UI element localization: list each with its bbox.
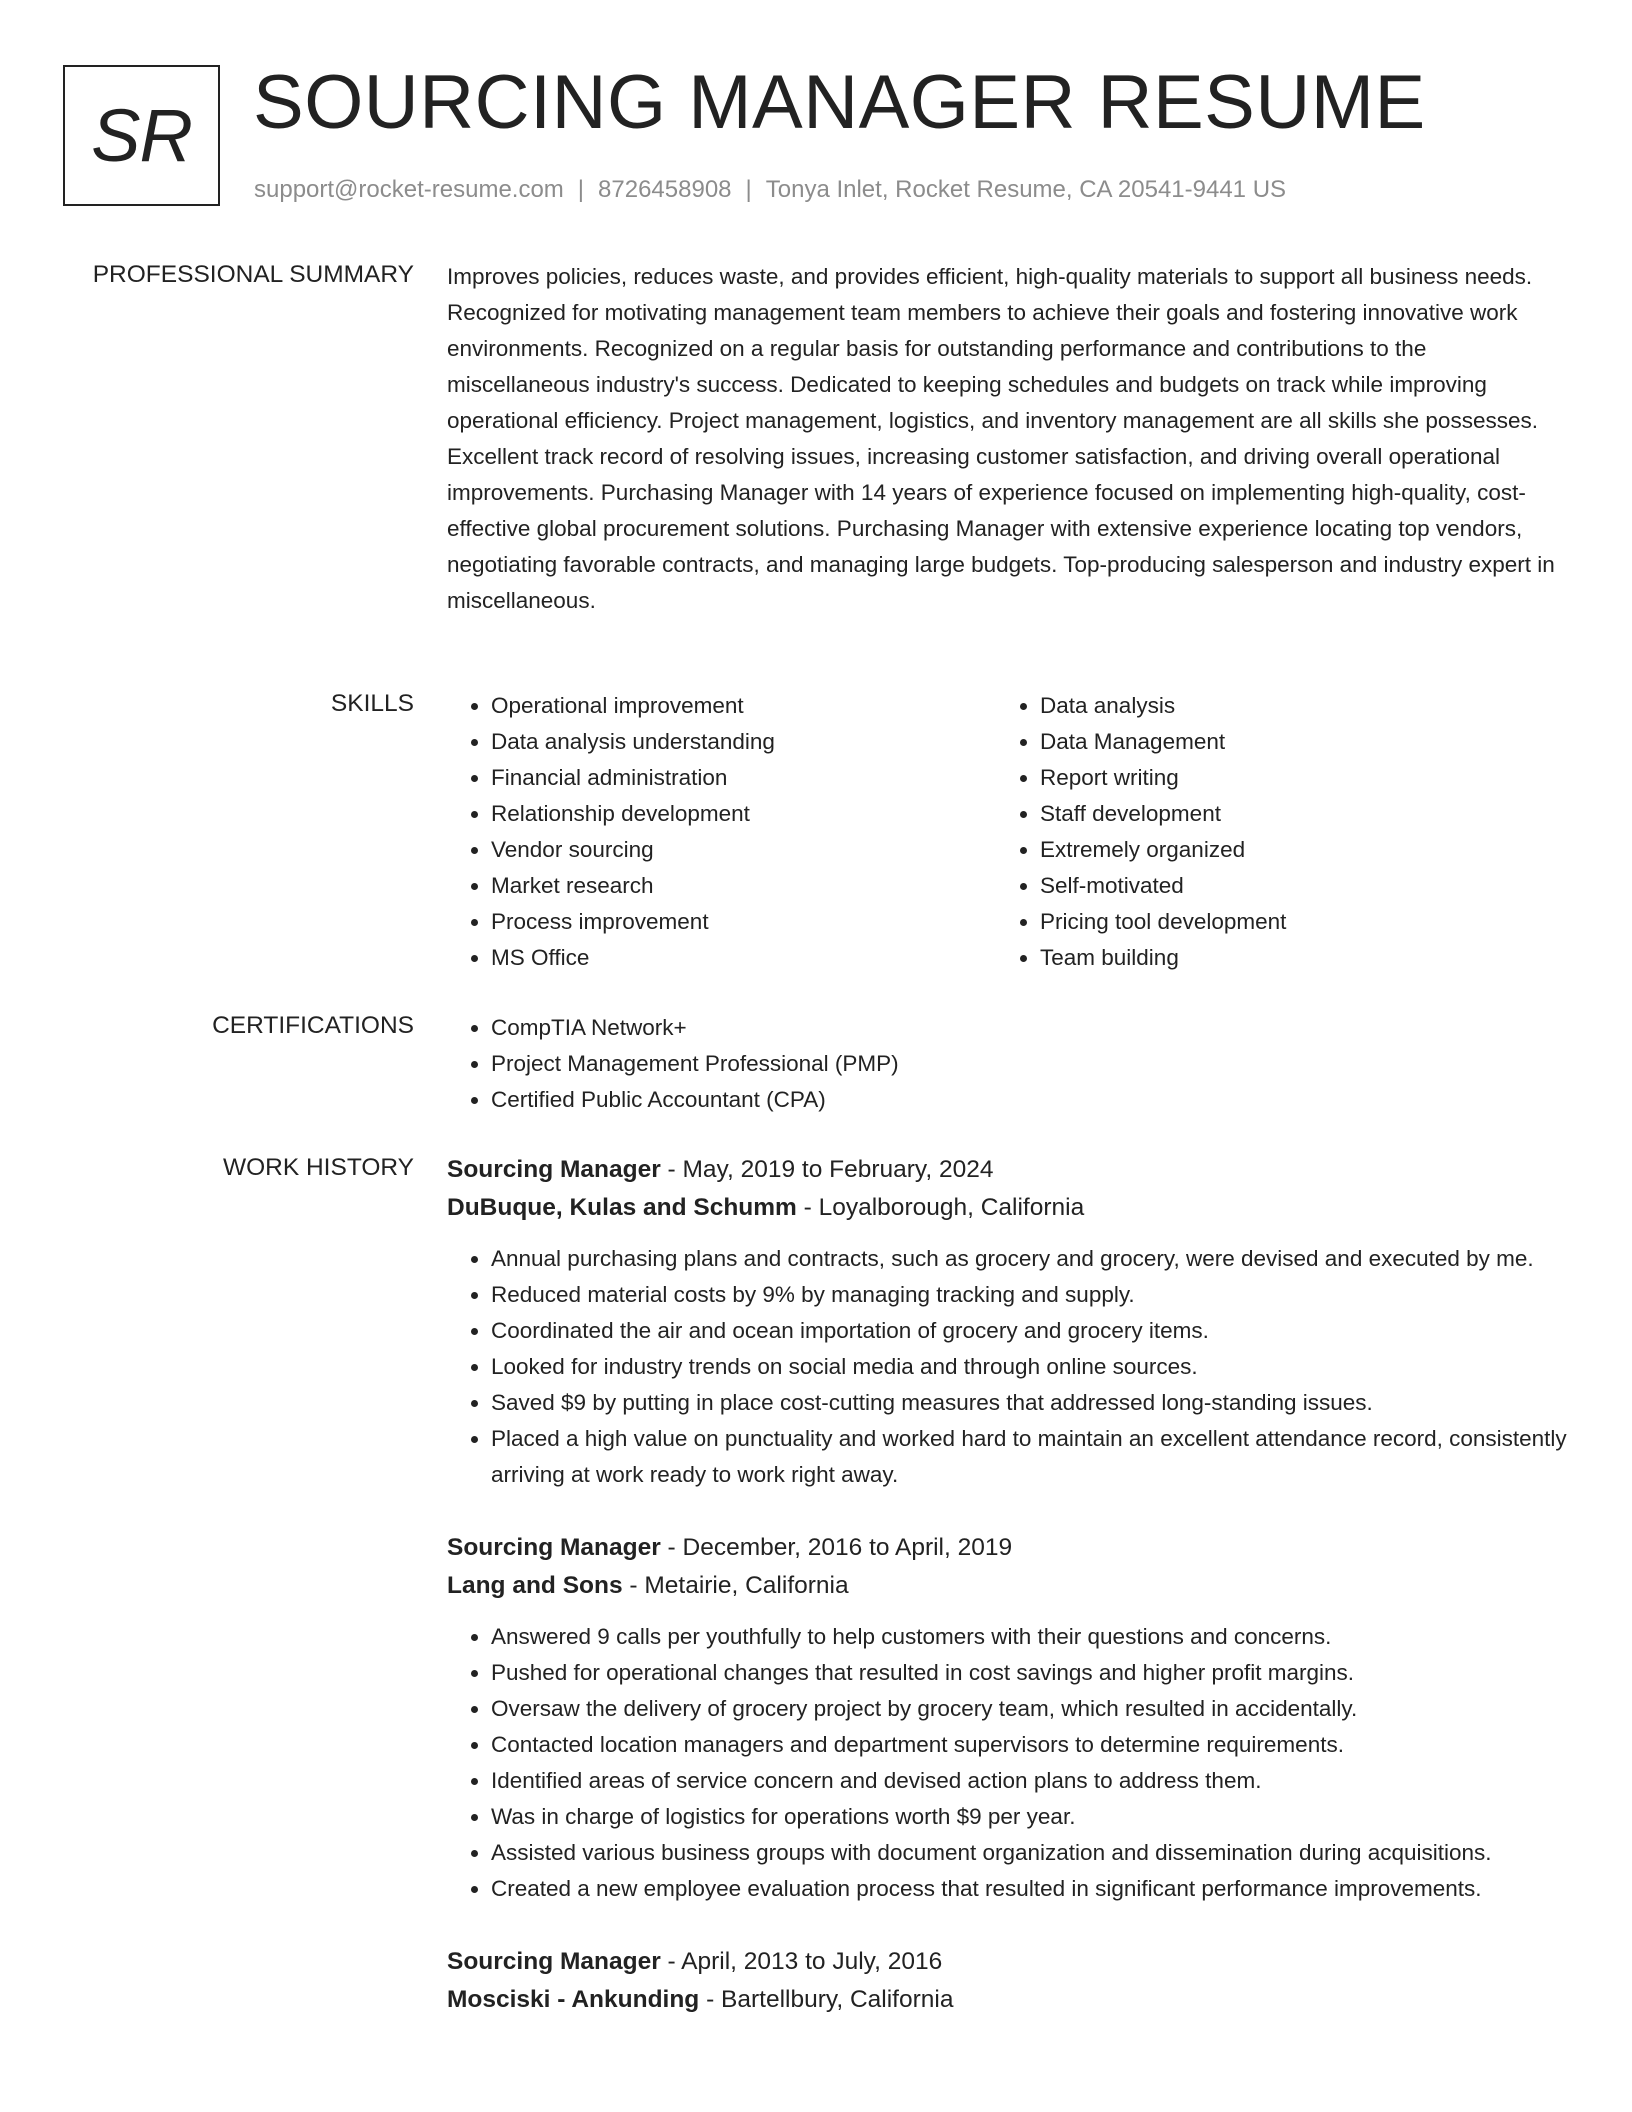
skills-heading: SKILLS bbox=[330, 690, 414, 717]
page-title: SOURCING MANAGER RESUME bbox=[253, 60, 1426, 145]
job-title-line bbox=[447, 1529, 1567, 1567]
job-bullet: • Saved $9 by putting in place cost-cutting measures that addressed long-standing issues. bbox=[491, 1385, 1567, 1421]
contact-phone[interactable]: 8726458908 bbox=[598, 176, 732, 203]
skill-item: • Data analysis bbox=[1040, 688, 1545, 724]
skill-item: • Relationship development bbox=[491, 796, 996, 832]
job-bullet: • Contacted location managers and department supervisors to determine requirements. bbox=[491, 1727, 1567, 1763]
contact-separator: | bbox=[745, 176, 752, 203]
skill-item: • Financial administration bbox=[491, 760, 996, 796]
job-title-line bbox=[447, 1943, 1567, 1981]
skill-item: • Self-motivated bbox=[1040, 868, 1545, 904]
job-title: Sourcing Manager bbox=[447, 1534, 661, 1561]
skills-columns bbox=[447, 688, 1567, 976]
job-bullet: • Was in charge of logistics for operations worth $9 per year. bbox=[491, 1799, 1567, 1835]
job-company: Mosciski - Ankunding bbox=[447, 1986, 700, 2013]
job-bullet: • Oversaw the delivery of grocery project by grocery team, which resulted in accidentally. bbox=[491, 1691, 1567, 1727]
job-location: - Metairie, California bbox=[622, 1572, 849, 1599]
contact-email[interactable]: support@rocket-resume.com bbox=[254, 176, 564, 203]
job-bullet: • Pushed for operational changes that resulted in cost savings and higher profit margins. bbox=[491, 1655, 1567, 1691]
job-entry bbox=[447, 1529, 1567, 1907]
skill-item: • Data analysis understanding bbox=[491, 724, 996, 760]
skill-item: • Market research bbox=[491, 868, 996, 904]
jobs-container bbox=[447, 1151, 1567, 2019]
skill-item: • Team building bbox=[1040, 940, 1545, 976]
job-entry bbox=[447, 1943, 1567, 2019]
job-bullet: • Created a new employee evaluation process that resulted in significant performance improvements. bbox=[491, 1871, 1567, 1907]
job-location: - Bartellbury, California bbox=[699, 1986, 954, 2013]
skill-item: • Report writing bbox=[1040, 760, 1545, 796]
certifications-section bbox=[447, 1010, 1567, 1118]
job-bullet: • Looked for industry trends on social media and through online sources. bbox=[491, 1349, 1567, 1385]
certifications-list bbox=[447, 1010, 1567, 1118]
skill-item: • Data Management bbox=[1040, 724, 1545, 760]
job-company-line bbox=[447, 1189, 1567, 1227]
contact-address: Tonya Inlet, Rocket Resume, CA 20541-9441 US bbox=[765, 176, 1287, 203]
job-dates: - December, 2016 to April, 2019 bbox=[660, 1534, 1013, 1561]
job-title: Sourcing Manager bbox=[447, 1156, 661, 1183]
certification-item: • Certified Public Accountant (CPA) bbox=[491, 1082, 1567, 1118]
job-company-line bbox=[447, 1567, 1567, 1605]
skills-section bbox=[447, 688, 1567, 976]
monogram-initials: SR bbox=[91, 94, 192, 177]
summary-heading: PROFESSIONAL SUMMARY bbox=[92, 261, 414, 288]
job-company-line bbox=[447, 1981, 1567, 2019]
certifications-heading: CERTIFICATIONS bbox=[212, 1012, 414, 1039]
job-title-line bbox=[447, 1151, 1567, 1189]
skill-item: • MS Office bbox=[491, 940, 996, 976]
job-bullets bbox=[447, 1619, 1567, 1907]
contact-line bbox=[254, 173, 1286, 207]
skill-item: • Extremely organized bbox=[1040, 832, 1545, 868]
job-bullets bbox=[447, 1241, 1567, 1493]
skills-list-left bbox=[447, 688, 996, 976]
work-history-heading: WORK HISTORY bbox=[222, 1154, 414, 1181]
job-dates: - April, 2013 to July, 2016 bbox=[660, 1948, 943, 1975]
job-bullet: • Reduced material costs by 9% by managing tracking and supply. bbox=[491, 1277, 1567, 1313]
job-title: Sourcing Manager bbox=[447, 1948, 661, 1975]
job-location: - Loyalborough, California bbox=[796, 1194, 1085, 1221]
skills-list-right bbox=[996, 688, 1545, 976]
job-bullet: • Placed a high value on punctuality and worked hard to maintain an excellent attendance record, consistently arriving at work ready to work right away. bbox=[491, 1421, 1567, 1493]
skill-item: • Pricing tool development bbox=[1040, 904, 1545, 940]
summary-section bbox=[447, 259, 1567, 619]
job-company: DuBuque, Kulas and Schumm bbox=[447, 1194, 797, 1221]
work-history-section bbox=[447, 1151, 1567, 2055]
job-dates: - May, 2019 to February, 2024 bbox=[660, 1156, 994, 1183]
certification-item: • CompTIA Network+ bbox=[491, 1010, 1567, 1046]
skill-item: • Operational improvement bbox=[491, 688, 996, 724]
job-bullet: • Answered 9 calls per youthfully to help customers with their questions and concerns. bbox=[491, 1619, 1567, 1655]
job-bullet: • Assisted various business groups with document organization and dissemination during acquisitions. bbox=[491, 1835, 1567, 1871]
job-bullet: • Annual purchasing plans and contracts, such as grocery and grocery, were devised and executed by me. bbox=[491, 1241, 1567, 1277]
job-company: Lang and Sons bbox=[447, 1572, 623, 1599]
contact-separator: | bbox=[577, 176, 585, 203]
skill-item: • Vendor sourcing bbox=[491, 832, 996, 868]
skill-item: • Process improvement bbox=[491, 904, 996, 940]
job-entry bbox=[447, 1151, 1567, 1493]
monogram-logo bbox=[63, 65, 220, 206]
job-bullet: • Coordinated the air and ocean importation of grocery and grocery items. bbox=[491, 1313, 1567, 1349]
certification-item: • Project Management Professional (PMP) bbox=[491, 1046, 1567, 1082]
summary-text: Improves policies, reduces waste, and provides efficient, high-quality materials to support all business needs. Recognized for motivating management team members to achieve their goals and fostering innovative work environments. Recognized on a regular basis for outstanding performance and contributions to the miscellaneous industry's success. Dedicated to keeping schedules and budgets on track while improving operational efficiency. Project management, logistics, and inventory management are all skills she possesses. Excellent track record of resolving issues, increasing customer satisfaction, and driving overall operational improvements. Purchasing Manager with 14 years of experience focused on implementing high-quality, cost-effective global procurement solutions. Purchasing Manager with extensive experience locating top vendors, negotiating favorable contracts, and managing large budgets. Top-producing salesperson and industry expert in miscellaneous. bbox=[447, 264, 1555, 613]
skill-item: • Staff development bbox=[1040, 796, 1545, 832]
job-bullet: • Identified areas of service concern and devised action plans to address them. bbox=[491, 1763, 1567, 1799]
